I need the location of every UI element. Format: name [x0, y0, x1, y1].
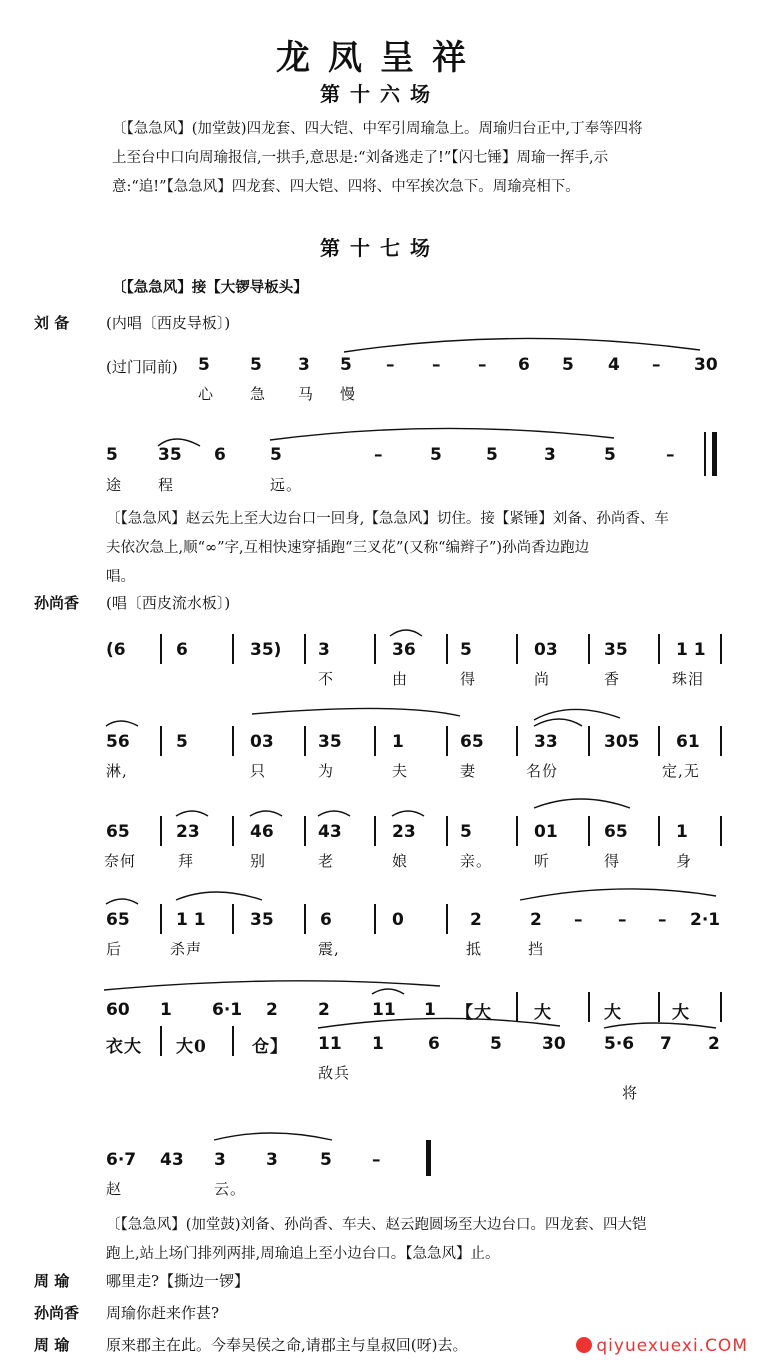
note: – [652, 355, 661, 375]
lyric: 云。 [214, 1180, 247, 1198]
note: 5 [604, 445, 616, 465]
lyric: 尚 [534, 670, 551, 688]
note: 305 [604, 732, 640, 752]
note: 5 [430, 445, 442, 465]
lyric: 名份 [526, 762, 559, 780]
slur [176, 811, 208, 816]
note: 6 [320, 910, 332, 930]
note: 30 [694, 355, 718, 375]
lyric: 老 [318, 852, 335, 870]
note: 2 [708, 1034, 720, 1054]
lyric: 娘 [392, 852, 409, 870]
speaker-liubei: 刘 备 [34, 314, 70, 332]
sunshangxiang-singing-mode: (唱〔西皮流水板〕) [106, 594, 231, 612]
note: 6·7 [106, 1150, 137, 1170]
slur [520, 889, 716, 900]
lyric: 定,无 [662, 762, 700, 780]
note: 1 [160, 1000, 172, 1020]
slur [372, 989, 404, 994]
speaker-label: 孙尚香 [34, 1304, 80, 1322]
lyric: 身 [676, 852, 693, 870]
note: 30 [542, 1034, 566, 1054]
slur [534, 719, 582, 726]
slur [534, 709, 620, 720]
lyric: 慢 [340, 385, 357, 403]
scene17-heading: 第十七场 [320, 236, 440, 260]
note: 2·1 [690, 910, 721, 930]
scene17-intro-direction: 〔【急急风】接【大锣导板头】 [112, 279, 308, 296]
percussion-syllable: 仓】 [252, 1037, 288, 1057]
lyric: 急 [250, 385, 267, 403]
note: 0 [392, 910, 404, 930]
note: 43 [160, 1150, 184, 1170]
lyric: 后 [106, 940, 123, 958]
slur [318, 811, 350, 816]
note: 2 [530, 910, 542, 930]
percussion-syllable: 大 [604, 1003, 622, 1023]
note: 5 [562, 355, 574, 375]
lyric: 震, [318, 940, 340, 958]
note: 2 [318, 1000, 330, 1020]
lyric: 挡 [528, 940, 545, 958]
note: – [374, 445, 383, 465]
note: 33 [534, 732, 558, 752]
lyric: 远。 [270, 476, 303, 494]
note: 3 [266, 1150, 278, 1170]
note: 1 1 [176, 910, 206, 930]
note: 35 [250, 910, 274, 930]
lyric: 只 [250, 762, 267, 780]
note: 65 [106, 822, 130, 842]
mid-direction-line-1: 〔【急急风】赵云先上至大边台口一回身,【急急风】切住。接【紧锤】刘备、孙尚香、车 [106, 511, 669, 527]
note: 6 [214, 445, 226, 465]
note: 4 [608, 355, 620, 375]
note: 01 [534, 822, 558, 842]
note: 11 [372, 1000, 396, 1020]
note: 3 [214, 1150, 226, 1170]
lyric: 得 [460, 670, 477, 688]
note: 6 [518, 355, 530, 375]
slur [270, 428, 614, 440]
note: 03 [534, 640, 558, 660]
lyric: 为 [318, 762, 335, 780]
note: 65 [106, 910, 130, 930]
speaker-label: 周 瑜 [34, 1336, 70, 1354]
lyric: 赵 [106, 1180, 123, 1198]
note: 1 [424, 1000, 436, 1020]
note: 1 [392, 732, 404, 752]
note: 5 [250, 355, 262, 375]
note: – [432, 355, 441, 375]
note: – [658, 910, 667, 930]
slur [250, 811, 282, 816]
note: 6·1 [212, 1000, 243, 1020]
scene16-direction-line-2: 上至台中口向周瑜报信,一拱手,意思是:“刘备逃走了!”【闪七锤】周瑜一挥手,示 [112, 150, 609, 166]
percussion-syllable: 大0 [176, 1037, 207, 1057]
note: 5 [198, 355, 210, 375]
watermark [576, 1336, 748, 1356]
note: 60 [106, 1000, 130, 1020]
lyric: 程 [158, 476, 175, 494]
note: 23 [392, 822, 416, 842]
note: 35) [250, 640, 282, 660]
note: 5·6 [604, 1034, 635, 1054]
slur [106, 899, 138, 904]
lyric: 淋, [106, 762, 128, 780]
slur [176, 892, 262, 900]
note: 2 [266, 1000, 278, 1020]
note: 3 [298, 355, 310, 375]
slur [214, 1133, 332, 1140]
slur [344, 338, 700, 352]
note: 43 [318, 822, 342, 842]
note: 1 [372, 1034, 384, 1054]
note: 65 [604, 822, 628, 842]
note: – [372, 1150, 381, 1170]
note: 1 1 [676, 640, 706, 660]
note: 3 [318, 640, 330, 660]
note: 5 [270, 445, 282, 465]
slur [604, 1023, 716, 1028]
slur [252, 708, 460, 716]
lyric: 途 [106, 476, 123, 494]
scene16-heading: 第十六场 [320, 82, 440, 106]
liubei-prefix: (过门同前) [106, 358, 178, 376]
note: 35 [158, 445, 182, 465]
note: 5 [340, 355, 352, 375]
note: 2 [470, 910, 482, 930]
note: – [618, 910, 627, 930]
end-direction-line-2: 跑上,站上场门排列两排,周瑜追上至小边台口。【急急风】止。 [106, 1246, 500, 1262]
slur [106, 721, 138, 726]
slur [392, 811, 424, 816]
slur [534, 799, 630, 808]
slur [390, 630, 422, 636]
note: 35 [318, 732, 342, 752]
note: 35 [604, 640, 628, 660]
note: 5 [486, 445, 498, 465]
lyric: 得 [604, 852, 621, 870]
note: 5 [460, 640, 472, 660]
note: 23 [176, 822, 200, 842]
note: 46 [250, 822, 274, 842]
watermark-logo-icon [576, 1337, 592, 1353]
end-direction-line-1: 〔【急急风】(加堂鼓)刘备、孙尚香、车夫、赵云跑圆场至大边台口。四龙套、四大铠 [106, 1217, 647, 1233]
mid-direction-line-3: 唱。 [106, 569, 135, 585]
note: 5 [320, 1150, 332, 1170]
lyric: 亲。 [460, 852, 493, 870]
slur [318, 1018, 560, 1028]
speaker-sunshangxiang: 孙尚香 [34, 594, 80, 612]
lyric: 珠泪 [672, 670, 705, 688]
lyric: 别 [250, 852, 267, 870]
note: 65 [460, 732, 484, 752]
speaker-label: 周 瑜 [34, 1272, 70, 1290]
percussion-syllable: 【大 [456, 1003, 492, 1023]
lyric: 听 [534, 852, 551, 870]
note: 5 [460, 822, 472, 842]
lyric: 抵 [466, 940, 483, 958]
scene16-direction-line-3: 意:“追!”【急急风】四龙套、四大铠、四将、中军挨次急下。周瑜亮相下。 [112, 179, 580, 195]
note: 7 [660, 1034, 672, 1054]
note: – [478, 355, 487, 375]
lyric: 奈何 [104, 852, 137, 870]
note: 61 [676, 732, 700, 752]
note: (6 [106, 640, 126, 660]
note: 6 [176, 640, 188, 660]
percussion-syllable: 大 [534, 1003, 552, 1023]
note: 3 [544, 445, 556, 465]
note: 36 [392, 640, 416, 660]
lyric: 心 [198, 385, 215, 403]
note: 5 [176, 732, 188, 752]
lyric: 敌兵 [318, 1064, 351, 1082]
note: 5 [106, 445, 118, 465]
lyric: 妻 [460, 762, 477, 780]
lyric: 夫 [392, 762, 409, 780]
note: – [574, 910, 583, 930]
watermark-text: qiyuexuexi.COM [596, 1336, 748, 1356]
lyric: 杀声 [170, 940, 203, 958]
note: 6 [428, 1034, 440, 1054]
liubei-singing-mode: (内唱〔西皮导板〕) [106, 314, 231, 332]
dialogue-line: 原来郡主在此。今奉吴侯之命,请郡主与皇叔回(呀)去。 [106, 1336, 468, 1354]
lyric: 由 [392, 670, 409, 688]
mid-direction-line-2: 夫依次急上,顺“∞”字,互相快速穿插跑“三叉花”(又称“编辫子”)孙尚香边跑边 [106, 540, 590, 556]
lyric: 将 [622, 1084, 639, 1102]
scene16-direction-line-1: 〔【急急风】(加堂鼓)四龙套、四大铠、中军引周瑜急上。周瑜归台正中,丁奉等四将 [112, 121, 643, 137]
note: 56 [106, 732, 130, 752]
dialogue-line: 周瑜你赶来作甚? [106, 1304, 220, 1322]
percussion-syllable: 大 [672, 1003, 690, 1023]
note: – [666, 445, 675, 465]
lyric: 马 [298, 385, 315, 403]
lyric: 拜 [178, 852, 195, 870]
note: 11 [318, 1034, 342, 1054]
note: 03 [250, 732, 274, 752]
lyric: 不 [318, 670, 335, 688]
dialogue-line: 哪里走?【撕边一锣】 [106, 1272, 250, 1290]
slur [158, 439, 200, 446]
note: 1 [676, 822, 688, 842]
note: 5 [490, 1034, 502, 1054]
note: – [386, 355, 395, 375]
percussion-syllable: 衣大 [106, 1037, 142, 1057]
lyric: 香 [604, 670, 621, 688]
page-title: 龙凤呈祥 [276, 38, 484, 78]
